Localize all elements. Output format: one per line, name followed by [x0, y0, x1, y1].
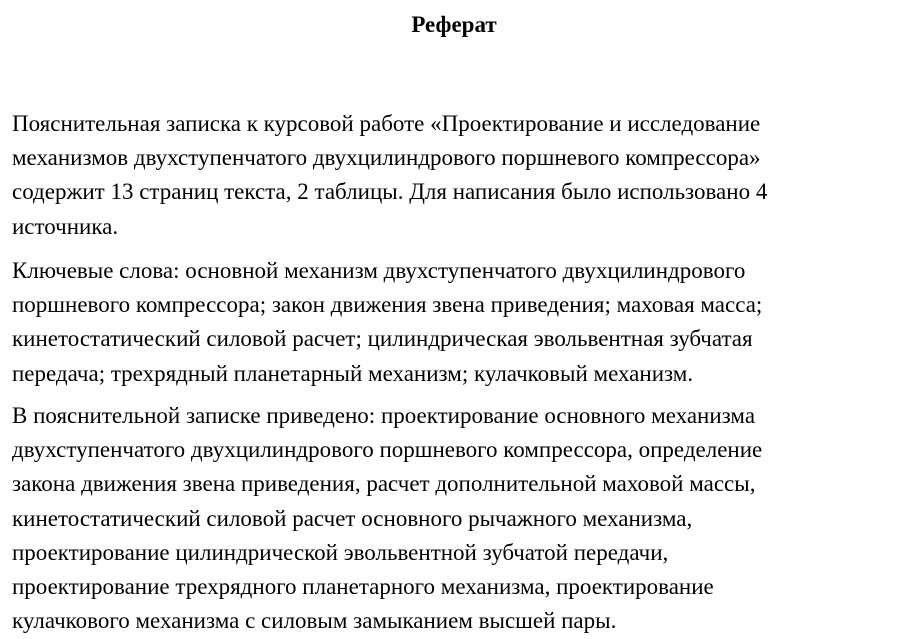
abstract-paragraph-keywords: [12, 254, 900, 391]
abstract-paragraph-summary: [12, 107, 900, 244]
text-line: поршневого компрессора; закон движения звена приведения; маховая масса;: [12, 292, 763, 318]
text-line: закона движения звена приведения, расчет дополнительной маховой массы,: [12, 471, 756, 497]
text-line: В пояснительной записке приведено: проектирование основного механизма: [12, 403, 756, 428]
text-line: кинетостатический силовой расчет основного рычажного механизма,: [12, 505, 693, 531]
text-line: кинетостатический силовой расчет; цилиндрическая эвольвентная зубчатая: [12, 326, 753, 352]
text-line: источника.: [12, 213, 119, 239]
document-title: Реферат: [411, 12, 497, 37]
text-line: Пояснительная записка к курсовой работе «Проектирование и исследование: [12, 111, 761, 136]
text-line: кулачкового механизма с силовым замыканием высшей пары.: [12, 608, 617, 634]
abstract-paragraph-contents: [12, 399, 900, 638]
text-line: проектирование цилиндрической эвольвентной зубчатой передачи,: [12, 539, 669, 565]
text-line: Ключевые слова: основной механизм двухступенчатого двухцилиндрового: [12, 258, 746, 283]
text-line: механизмов двухступенчатого двухцилиндрового поршневого компрессора»: [12, 145, 761, 171]
text-line: содержит 13 страниц текста, 2 таблицы. Для написания было использовано 4: [12, 179, 768, 205]
text-line: передача; трехрядный планетарный механизм; кулачковый механизм.: [12, 360, 694, 386]
text-line: двухступенчатого двухцилиндрового поршневого компрессора, определение: [12, 437, 763, 463]
text-line: проектирование трехрядного планетарного механизма, проектирование: [12, 574, 714, 600]
